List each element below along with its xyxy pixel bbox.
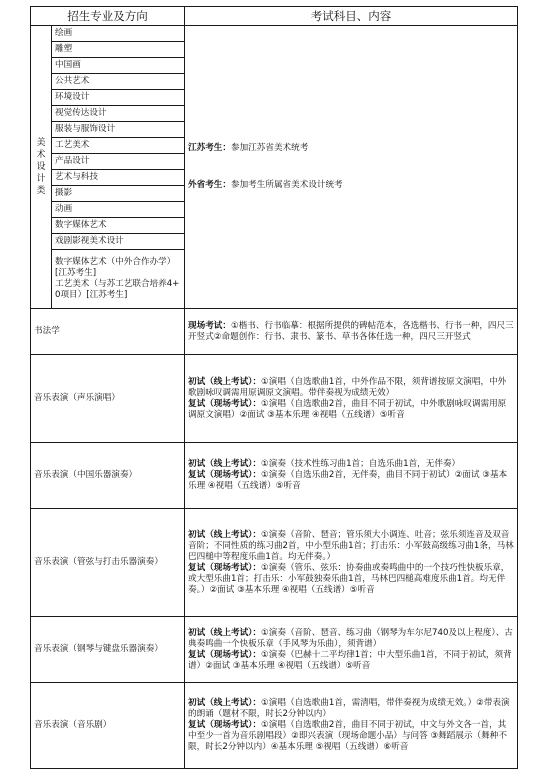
exam-stage-label: 初试（线上考试）： bbox=[188, 529, 262, 540]
exam-stage bbox=[188, 321, 514, 343]
table-row bbox=[31, 683, 518, 769]
exam-stage bbox=[188, 530, 514, 563]
header-major-direction: 招生专业及方向 bbox=[31, 7, 185, 26]
exam-stage bbox=[188, 650, 514, 672]
jiangsu-label: 江苏考生： bbox=[188, 143, 231, 153]
exam-stage-label: 初试（线上考试）： bbox=[188, 698, 262, 708]
art-design-exam-content bbox=[185, 26, 518, 309]
exam-content bbox=[185, 355, 518, 443]
major-item: 数字媒体艺术（中外合作办学）[江苏考生] 工艺美术（与苏工艺联合培养4+0项目）[江苏考生] bbox=[52, 250, 185, 309]
table-row bbox=[31, 355, 518, 443]
exam-stage-label: 复试（现场考试）： bbox=[188, 562, 262, 573]
exam-stage bbox=[188, 698, 514, 720]
table-row bbox=[31, 509, 518, 617]
table-row bbox=[31, 309, 518, 355]
other-province-text: 参加考生所属省美术设计统考 bbox=[230, 180, 343, 190]
table-row bbox=[31, 617, 518, 683]
major-item: 艺术与科技 bbox=[52, 170, 185, 186]
major-item: 中国画 bbox=[52, 58, 185, 74]
exam-stage bbox=[188, 399, 514, 421]
exam-stage bbox=[188, 470, 514, 492]
exam-stage-label: 复试（现场考试）： bbox=[188, 720, 262, 730]
exam-stage-text: ①演奏（管乐、弦乐：协奏曲或奏鸣曲中的一个技巧性快板乐章，或大型乐曲1首；打击乐：小军鼓独奏乐曲1首，马林巴四槌高难度乐曲1首。均无伴奏。）②面试 ③基本乐理 ④视唱（五线谱）⑤听音 bbox=[188, 562, 510, 595]
major-item: 工艺美术 bbox=[52, 138, 185, 154]
other-province-label: 外省考生： bbox=[188, 180, 231, 190]
exam-stage-label: 初试（线上考试）： bbox=[188, 627, 262, 638]
major-name: 音乐表演（中国乐器演奏） bbox=[31, 443, 185, 509]
exam-stage-text: ①演唱（自选歌曲2首，曲目不同于初试，中外歌剧咏叹调需用原调原文演唱）②面试 ③基本乐理 ④视唱（五线谱）⑤听音 bbox=[188, 398, 507, 420]
exam-content bbox=[185, 443, 518, 509]
exam-stage-text: ①演奏（自选乐曲2首，无伴奏，曲目不同于初试）②面试 ③基本乐理 ④视唱（五线谱）⑤听音 bbox=[188, 470, 508, 491]
exam-content bbox=[185, 509, 518, 617]
other-province-candidates bbox=[188, 180, 514, 191]
table-header-row bbox=[31, 7, 518, 26]
table-row bbox=[31, 26, 518, 42]
category-art-design bbox=[31, 26, 52, 309]
exam-stage-text: ①演唱（自选歌曲2首，曲目不同于初试，中文与外文各一首，其中至少一首为音乐剧唱段）②即兴表演（现场命题小品）与问答 ③舞蹈展示（舞种不限，时长2分钟以内）④基本乐理 ⑤视唱（五线谱）⑥听音 bbox=[188, 720, 507, 752]
major-name: 音乐表演（管弦与打击乐器演奏） bbox=[31, 509, 185, 617]
major-item: 数字媒体艺术 bbox=[52, 218, 185, 234]
major-name: 音乐表演（音乐剧） bbox=[31, 683, 185, 769]
exam-stage-text: ①楷书、行书临摹：根据所提供的碑帖范本，各选楷书、行书一种，四尺三开竖式②命题创作：行书、隶书、篆书、草书各体任选一种，四尺三开竖式 bbox=[188, 320, 514, 342]
major-item: 产品设计 bbox=[52, 154, 185, 170]
exam-stage bbox=[188, 459, 514, 470]
exam-stage-label: 复试（现场考试）： bbox=[188, 649, 262, 660]
exam-stage-label: 初试（线上考试）： bbox=[188, 459, 262, 469]
exam-stage bbox=[188, 720, 514, 753]
exam-stage bbox=[188, 628, 514, 650]
header-exam-subjects: 考试科目、内容 bbox=[185, 7, 518, 26]
major-item: 公共艺术 bbox=[52, 74, 185, 90]
major-item: 视觉传达设计 bbox=[52, 106, 185, 122]
major-item: 环境设计 bbox=[52, 90, 185, 106]
exam-stage-label: 现场考试： bbox=[188, 320, 231, 331]
exam-content bbox=[185, 683, 518, 769]
major-item: 绘画 bbox=[52, 26, 185, 42]
exam-stage bbox=[188, 377, 514, 399]
exam-stage-text: ①演奏（技术性练习曲1首；自选乐曲1首，无伴奏） bbox=[261, 459, 461, 469]
major-item: 动画 bbox=[52, 202, 185, 218]
jiangsu-candidates bbox=[188, 143, 514, 154]
spacer bbox=[188, 154, 514, 180]
major-name: 音乐表演（钢琴与键盘乐器演奏） bbox=[31, 617, 185, 683]
exam-subjects-table bbox=[30, 6, 518, 769]
exam-stage-label: 初试（线上考试）： bbox=[188, 376, 262, 387]
major-name: 书法学 bbox=[31, 309, 185, 355]
exam-stage-text: ①演奏（音阶、琶音、练习曲（钢琴为车尔尼740及以上程度）、古典奏鸣曲一个快板乐章（手风琴为乐曲），须背谱） bbox=[188, 627, 513, 649]
exam-content bbox=[185, 309, 518, 355]
category-label: 美 术 设 计 类 bbox=[36, 137, 46, 197]
exam-stage-text: ①演奏（音阶、琶音；管乐须大小调连、吐音；弦乐须连音及双音音阶；不同性质的练习曲2首，中小型乐曲1首；打击乐：小军鼓高级练习曲1条，马林巴四槌中等程度乐曲1首。均无伴奏。） bbox=[188, 529, 514, 562]
major-item: 戏剧影视美术设计 bbox=[52, 234, 185, 250]
major-item: 服装与服饰设计 bbox=[52, 122, 185, 138]
exam-stage-label: 复试（现场考试）： bbox=[188, 398, 262, 409]
major-item: 雕塑 bbox=[52, 42, 185, 58]
exam-stage-text: ①演奏（巴赫十二平均律1首；中大型乐曲1首，不同于初试，须背谱）②面试 ③基本乐理 ④视唱（五线谱）⑤听音 bbox=[188, 649, 512, 671]
table-row bbox=[31, 443, 518, 509]
exam-stage bbox=[188, 563, 514, 596]
exam-stage-label: 复试（现场考试）： bbox=[188, 470, 262, 480]
exam-content bbox=[185, 617, 518, 683]
exam-stage-text: ①演唱（自选歌曲1首，需清唱，带伴奏视为成绩无效。）②带表演的朗诵（题材不限，时长2分钟以内） bbox=[188, 698, 510, 719]
major-name: 音乐表演（声乐演唱） bbox=[31, 355, 185, 443]
jiangsu-text: 参加江苏省美术统考 bbox=[230, 143, 309, 153]
major-item: 摄影 bbox=[52, 186, 185, 202]
exam-stage-text: ①演唱（自选歌曲1首，中外作品不限，须背谱按原文演唱，中外歌剧咏叹调需用原调原文演唱。带伴奏视为成绩无效） bbox=[188, 376, 507, 398]
